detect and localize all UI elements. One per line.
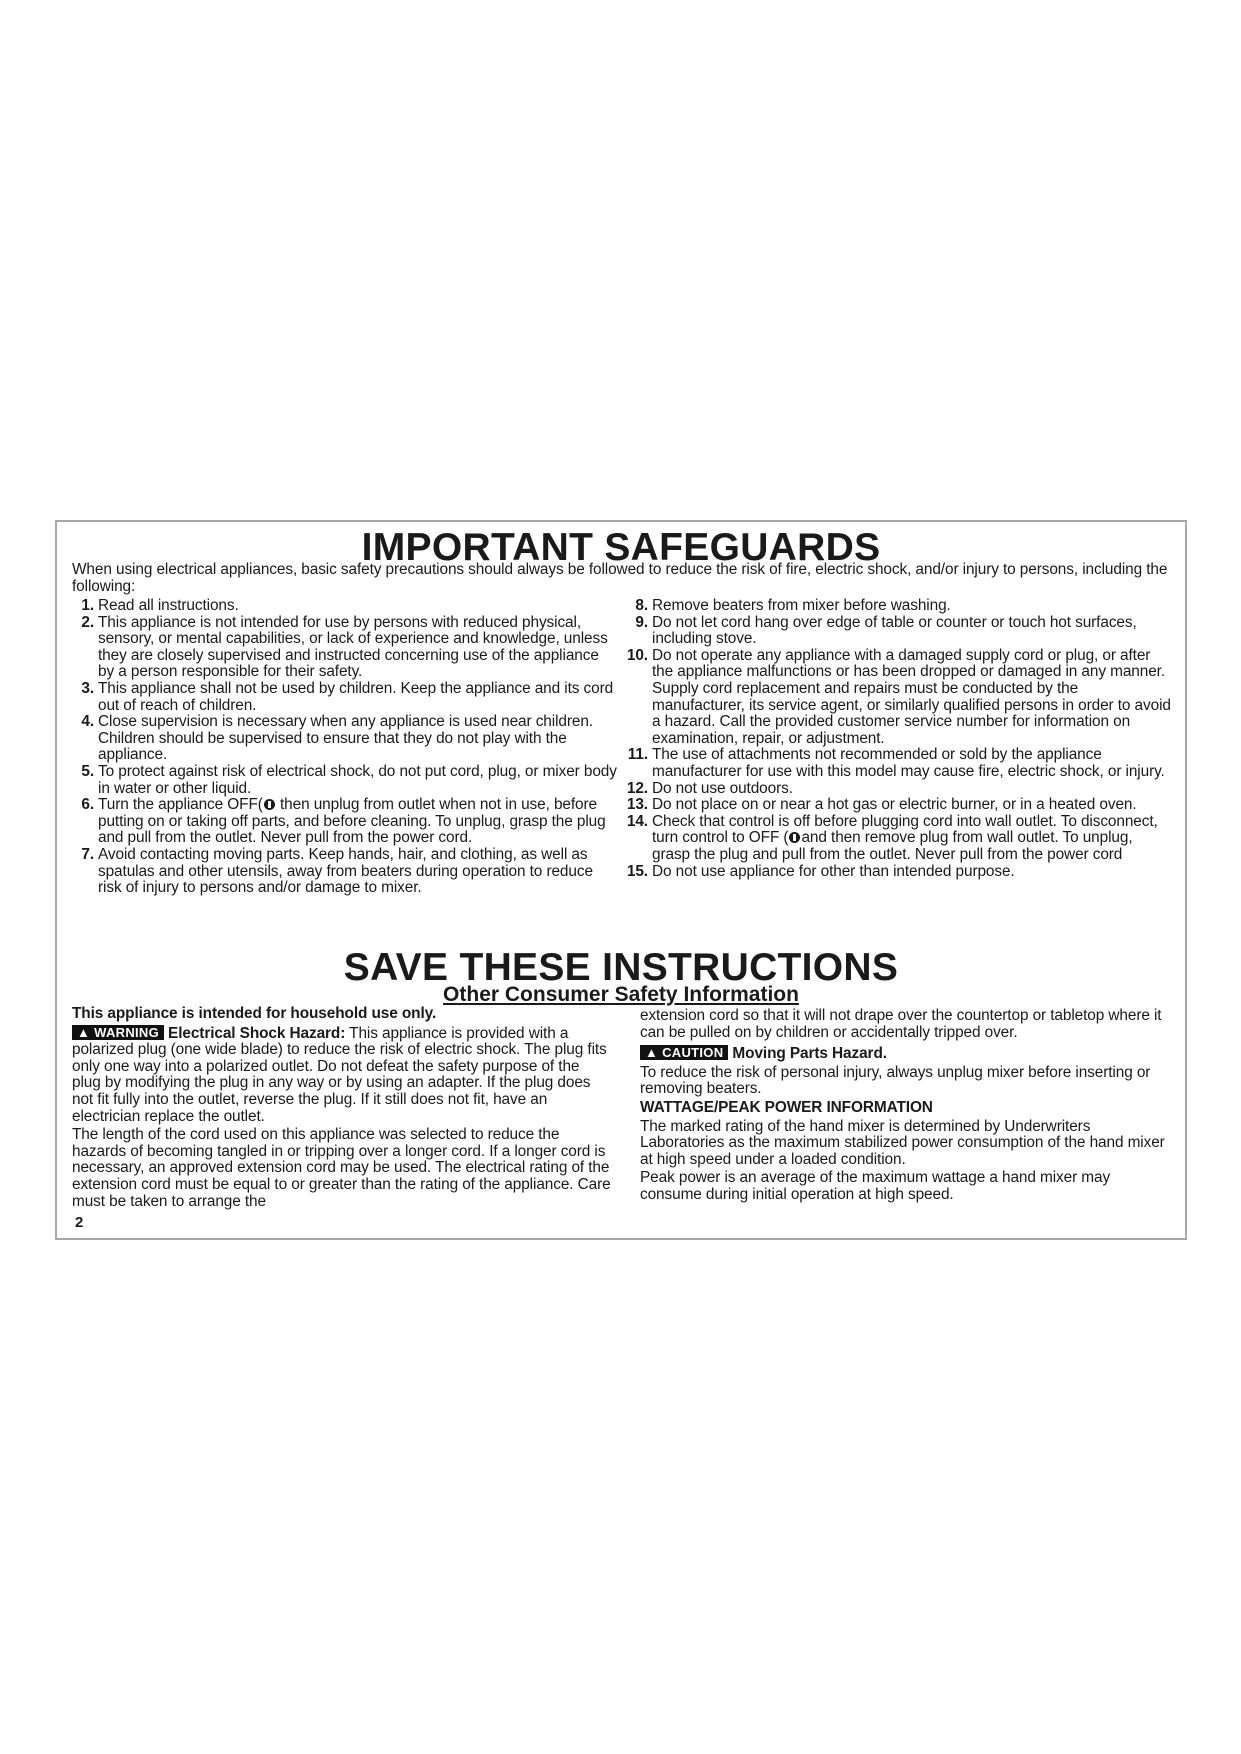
cord-paragraph: The length of the cord used on this appliance was selected to reduce the hazards of becoming tangled in or tripping over a longer cord. If a longer cord is necessary, an approved extension cord may be used. The electrical rating of the extension cord must be equal to or greater than the rating of the appliance. Care must be taken to arrange the (72, 1126, 611, 1210)
item-text: then unplug from outlet when not in use, before putting on or taking off parts, and before cleaning. To unplug, grasp the plug and pull from the outlet. Never pull from the power cord. (98, 796, 606, 847)
caution-text: To reduce the risk of personal injury, always unplug mixer before inserting or removing beaters. (640, 1063, 1151, 1098)
list-item (626, 648, 1171, 748)
list-item (626, 797, 1171, 814)
wattage-paragraph-2: Peak power is an average of the maximum wattage a hand mixer may consume during initial operation at high speed. (640, 1169, 1111, 1203)
list-item (626, 615, 1171, 648)
item-number: 12. (626, 779, 648, 797)
safeguards-list-right (626, 598, 1171, 880)
item-number: 5. (81, 762, 94, 780)
item-text: Do not use appliance for other than intended purpose. (652, 862, 1015, 880)
item-text: Do not place on or near a hot gas or electric burner, or in a heated oven. (652, 796, 1137, 814)
safeguards-list-left (72, 598, 618, 897)
page-number: 2 (75, 1214, 84, 1231)
item-number: 4. (81, 713, 94, 731)
bottom-left-column (72, 1006, 612, 1212)
list-item (72, 797, 618, 847)
warning-triangle-icon: ▲ (77, 1024, 91, 1040)
item-text: To protect against risk of electrical shock, do not put cord, plug, or mixer body in water or other liquid. (98, 762, 617, 797)
warning-triangle-icon: ▲ (645, 1045, 659, 1061)
item-number: 13. (626, 796, 648, 814)
list-item (626, 814, 1171, 864)
on-off-icon (264, 799, 275, 810)
caution-line (640, 1045, 1172, 1063)
item-text: Do not use outdoors. (652, 779, 793, 797)
list-item (626, 781, 1171, 798)
cord-paragraph-continued: extension cord so that it will not drape over the countertop or tabletop where it can be pulled on by children or accidentally tripped over. (640, 1007, 1162, 1041)
item-text: Check that control is off before plugging cord into wall outlet. To disconnect, turn control to OFF ( (652, 812, 1158, 847)
list-item (72, 615, 618, 681)
item-number: 14. (626, 812, 648, 830)
item-number: 9. (635, 613, 648, 631)
item-number: 3. (81, 679, 94, 697)
on-off-icon (789, 832, 800, 843)
warning-text: This appliance is provided with a polarized plug (one wide blade) to reduce the risk of electric shock. The plug fits only one way into a polarized outlet. Do not defeat the safety purpose of the plug by modifying the plug in any way or by using an adapter. If the plug does not fit fully into the outlet, reverse the plug. If it still does not fit, have an electrician replace the outlet. (72, 1024, 607, 1125)
list-item (72, 764, 618, 797)
item-number: 6. (81, 796, 94, 814)
item-text: This appliance is not intended for use by persons with reduced physical, sensory, or mental capabilities, or lack of experience and knowledge, unless they are closely supervised and instructed concerning use of the appliance by a person responsible for their safety. (98, 613, 608, 681)
caution-badge-label: CAUTION (662, 1045, 724, 1061)
bottom-right-column (640, 1008, 1172, 1206)
caution-badge (640, 1045, 728, 1060)
wattage-paragraph-1: The marked rating of the hand mixer is determined by Underwriters Laboratories as the maximum stabilized power consumption of the hand mixer at high speed under a loaded condition. (640, 1117, 1165, 1168)
safeguards-panel (55, 520, 1187, 1240)
page-title: IMPORTANT SAFEGUARDS (361, 526, 881, 569)
caution-heading: Moving Parts Hazard. (732, 1045, 887, 1063)
list-item (72, 847, 618, 897)
household-notice: This appliance is intended for household use only. (72, 1005, 437, 1022)
warning-heading: Electrical Shock Hazard: (168, 1024, 346, 1042)
item-number: 8. (635, 597, 648, 614)
item-text: Turn the appliance OFF( (98, 796, 263, 814)
save-instructions-title: SAVE THESE INSTRUCTIONS (343, 946, 899, 989)
item-number: 11. (627, 746, 648, 764)
list-item (72, 598, 618, 615)
other-info-title (57, 984, 1185, 1005)
other-info-title-text: Other Consumer Safety Information (443, 983, 799, 1006)
item-number: 15. (626, 862, 648, 880)
item-text: Close supervision is necessary when any appliance is used near children. Children should be supervised to ensure that they do not play with the appliance. (98, 713, 593, 764)
item-text: Read all instructions. (98, 597, 239, 614)
item-text: Do not operate any appliance with a damaged supply cord or plug, or after the appliance malfunctions or has been dropped or damaged in any manner. Supply cord replacement and repairs must be conducted by the manufacturer, its service agent, or similarly qualified persons in order to avoid a hazard. Call the provided customer service number for information on examination, repair, or adjustment. (652, 646, 1171, 747)
item-text: Do not let cord hang over edge of table or counter or touch hot surfaces, including stove. (652, 613, 1137, 648)
item-number: 10. (626, 646, 648, 664)
item-text: and then remove plug from wall outlet. To unplug, grasp the plug and pull from the outlet. Never pull from the power cord (652, 829, 1133, 863)
item-text: This appliance shall not be used by children. Keep the appliance and its cord out of reach of children. (98, 679, 614, 714)
list-item (626, 598, 1171, 615)
item-text: Avoid contacting moving parts. Keep hands, hair, and clothing, as well as spatulas and other utensils, away from beaters during operation to reduce risk of injury to persons and/or damage to mixer. (98, 845, 593, 897)
list-item (72, 681, 618, 714)
item-number: 1. (81, 597, 94, 614)
item-text: Remove beaters from mixer before washing. (652, 597, 951, 614)
intro-text: When using electrical appliances, basic safety precautions should always be followed to reduce the risk of fire, electric shock, and/or injury to persons, including the following: (72, 561, 1168, 595)
warning-paragraph (72, 1025, 612, 1126)
warning-badge-label: WARNING (94, 1024, 160, 1040)
item-number: 2. (81, 613, 94, 631)
list-item (626, 747, 1171, 780)
warning-badge (72, 1025, 164, 1040)
item-number: 7. (81, 845, 94, 863)
item-text: The use of attachments not recommended or sold by the appliance manufacturer for use with this model may cause fire, electric shock, or injury. (652, 746, 1165, 780)
list-item (72, 714, 618, 764)
list-item (626, 864, 1171, 881)
wattage-heading: WATTAGE/PEAK POWER INFORMATION (640, 1098, 933, 1116)
